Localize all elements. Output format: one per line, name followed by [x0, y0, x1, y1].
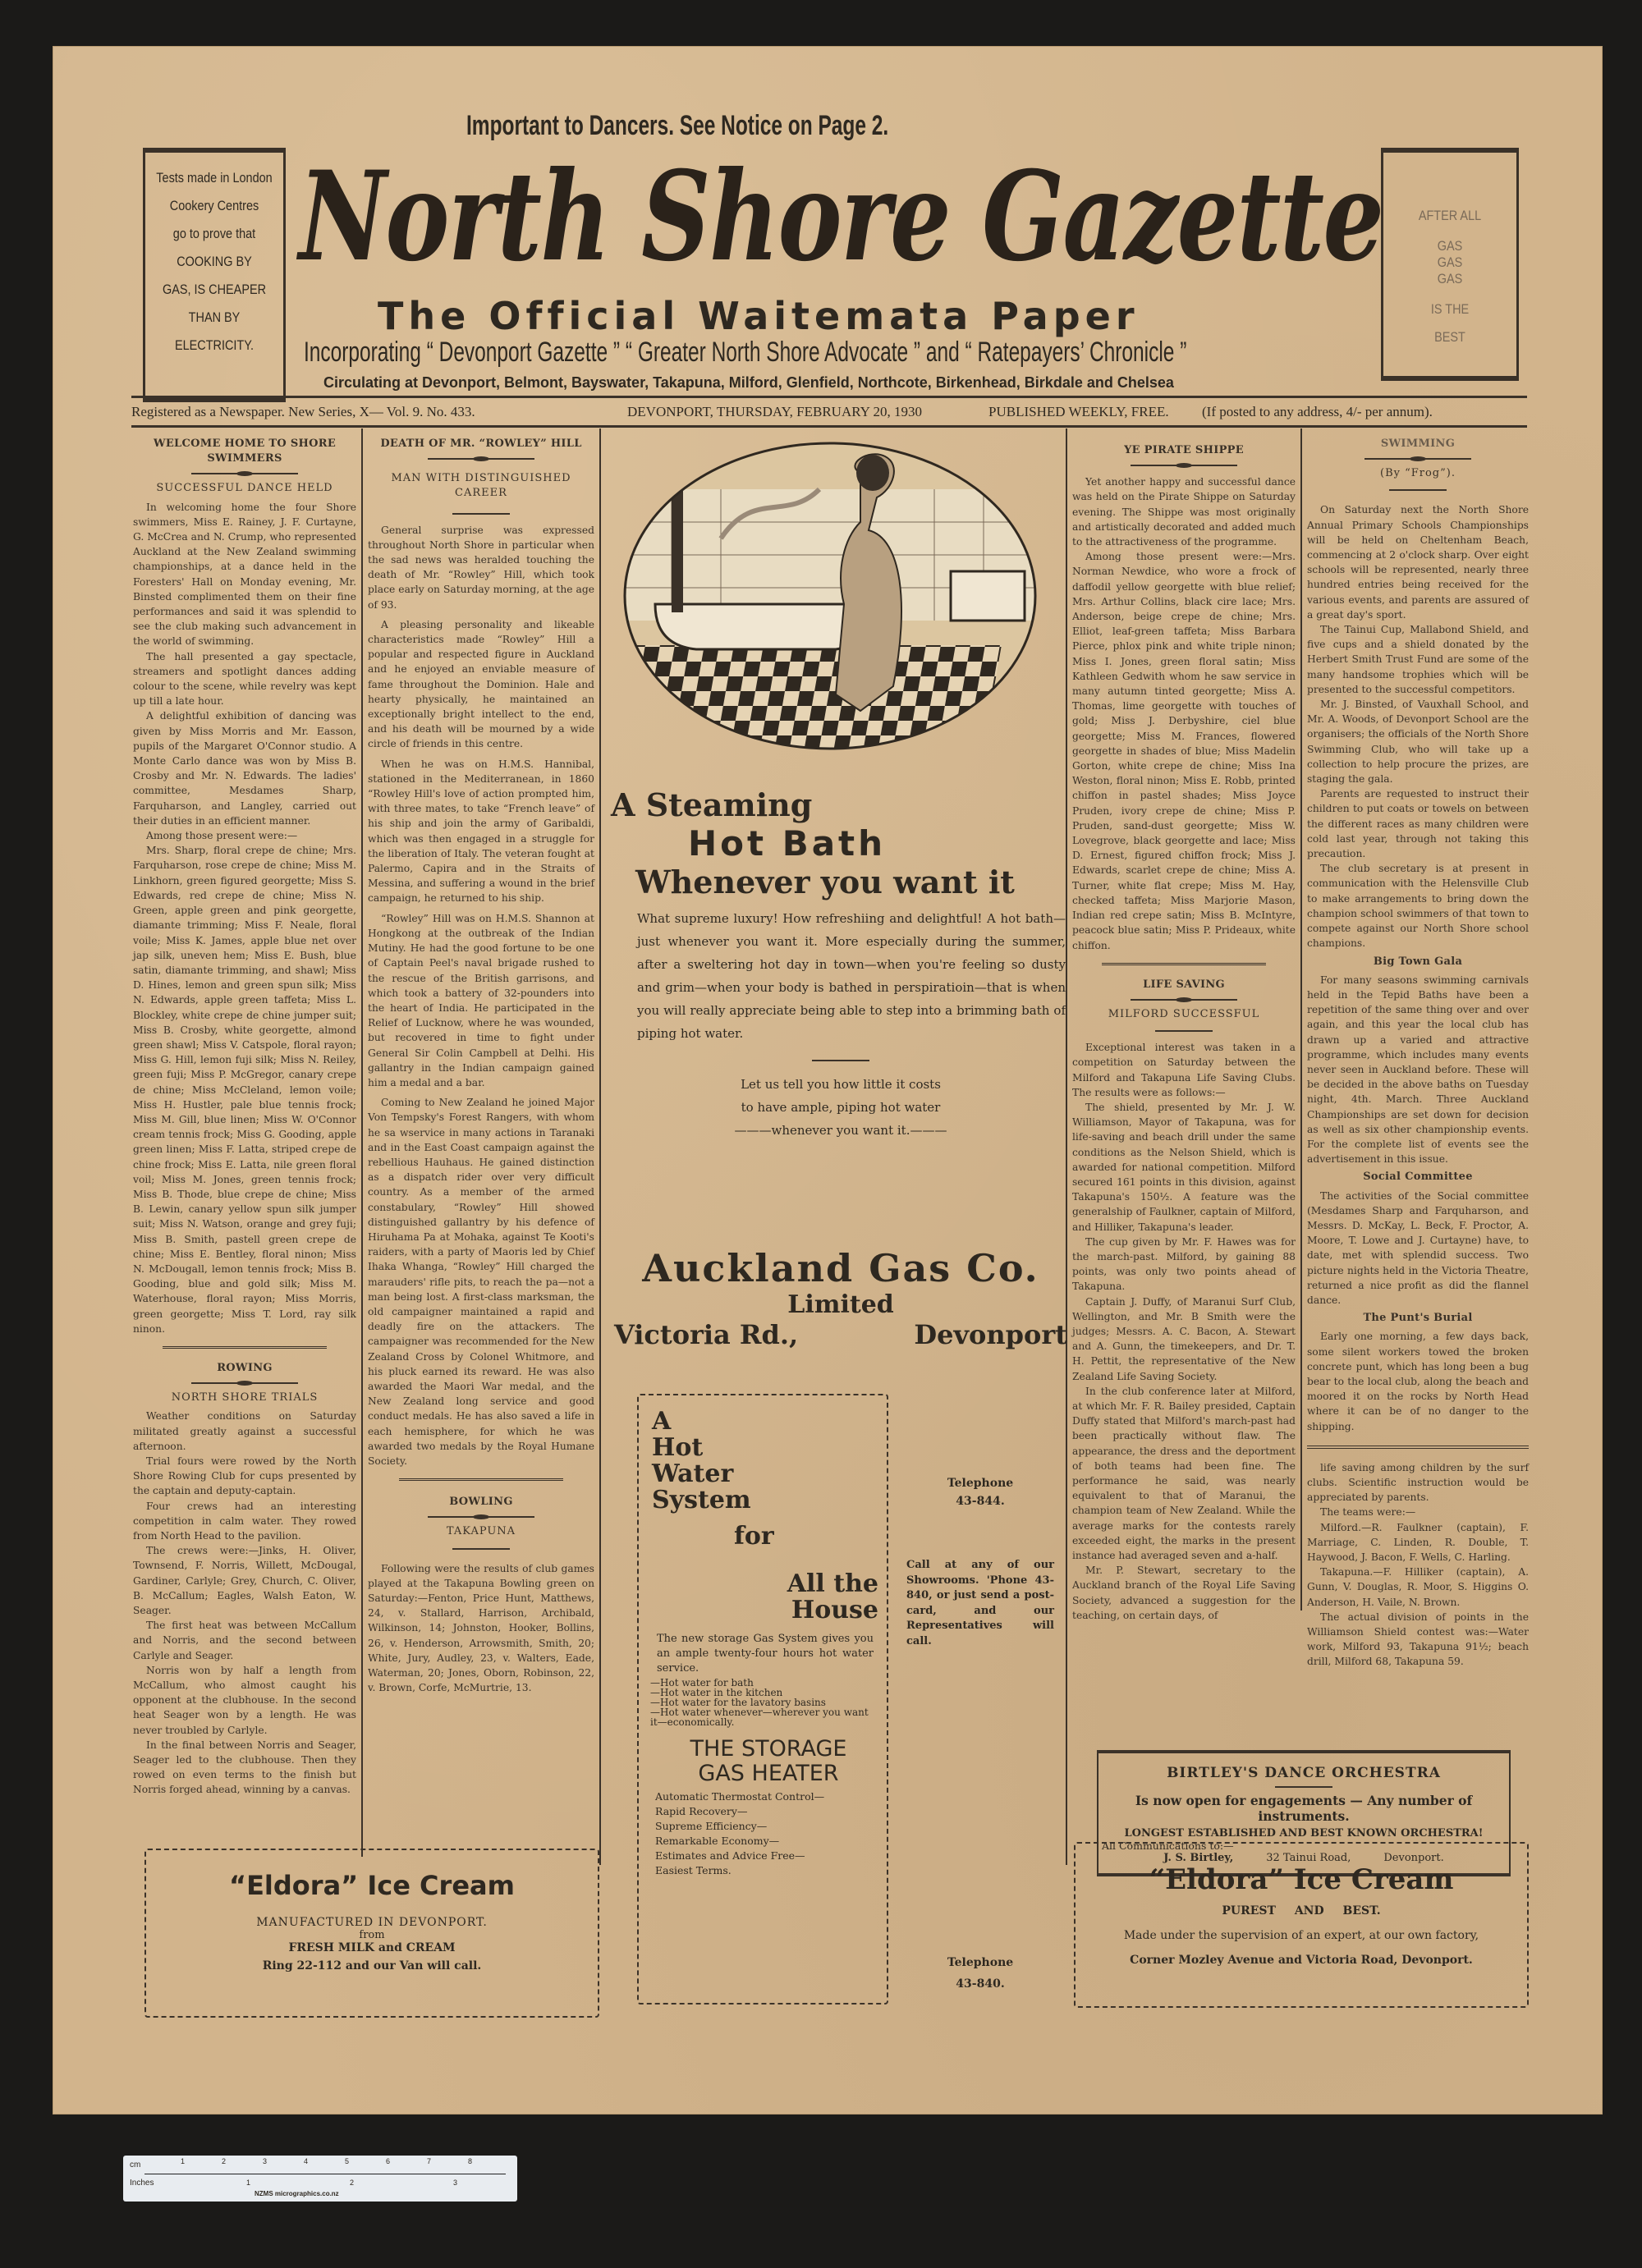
paragraph: Following were the results of club games played at the Takapuna Bowling green on Saturday:—Fenton, Price Hunt, Matthews, 24, v. Stallard, Harrison, Archibald, Wilkinson, 14; Johnston, Hooker, Bollins, 26, v. Henderson, Arrowsmith, Smith, 20; White, Jury, Audley, 23, v. Walters, Eade, Waterman, 20; Jones, Oborn, Robinson, 22, v. Brown, Corfe, McMurtrie, 13.: [368, 1562, 594, 1694]
heater-title-line: GAS HEATER: [698, 1761, 839, 1786]
list-item: —Hot water in the kitchen: [650, 1687, 783, 1698]
ornament-divider: [1131, 999, 1237, 1001]
box-line: GAS: [1437, 271, 1463, 286]
short-divider: [1275, 1786, 1332, 1788]
newspaper-page: [53, 46, 1603, 2115]
short-divider: [812, 1060, 869, 1061]
box-title: [639, 1395, 887, 1624]
box-line: ELECTRICITY.: [174, 337, 255, 353]
ruler-inch-label: Inches: [130, 2179, 154, 2188]
orchestra-line-2: LONGEST ESTABLISHED AND BEST KNOWN ORCHESTRA!: [1124, 1827, 1484, 1840]
eldora-line-3: FRESH MILK and CREAM: [288, 1941, 456, 1954]
headline-rowing: ROWING: [217, 1361, 273, 1374]
heater-features: [639, 1786, 887, 1878]
headline-life-saving: LIFE SAVING: [1143, 978, 1225, 991]
registration-text: Registered as a Newspaper. New Series, X— Vol. 9. No. 433.: [131, 404, 475, 419]
paragraph: The hall presented a gay spectacle, streamers and spotlight dances adding colour to the scene, while revelry was kept up till a late hour.: [133, 650, 356, 708]
feature-item: Remarkable Economy—: [655, 1835, 780, 1847]
call-showrooms-text: Call at any of our Showrooms. 'Phone 43-840, or just send a post-card, and our Representatives will call.: [906, 1559, 1054, 1647]
paragraph: General surprise was expressed throughout North Shore in particular when the sad news was heralded touching the death of Mr. “Rowley” Hill, which took place early on Saturday morning, at the age of 93.: [368, 524, 594, 611]
section-divider: [399, 1478, 563, 1483]
company-address: [611, 1319, 1071, 1350]
column-rule: [1300, 428, 1302, 1611]
cta-line: Let us tell you how little it costs: [741, 1077, 941, 1092]
column-2: [368, 433, 594, 1695]
ruler-cm-label: cm: [130, 2160, 141, 2169]
column-5: [1307, 433, 1529, 1670]
paragraph: Exceptional interest was taken in a competition on Saturday between the Milford and Takapuna Life Saving Clubs. The results were as follows:—: [1072, 1042, 1296, 1098]
dancers-notice: Important to Dancers. See Notice on Page 2.: [466, 110, 889, 141]
inch-tick: 2: [350, 2179, 355, 2187]
ornament-divider: [428, 1516, 534, 1518]
paragraph: Weather conditions on Saturday militated greatly against a successful afternoon.: [133, 1410, 356, 1452]
eldora-title: “Eldora” Ice Cream: [1149, 1863, 1454, 1896]
contact-street: 32 Tainui Road,: [1266, 1852, 1351, 1864]
headline-swimming: SWIMMING: [1380, 438, 1456, 450]
list-item: —Hot water whenever—wherever you want it—economically.: [650, 1707, 869, 1728]
ornament-divider: [1131, 465, 1237, 466]
company-limited: Limited: [787, 1290, 894, 1319]
ruler-footer: NZMS micrographics.co.nz: [255, 2190, 339, 2197]
dateline-date: DEVONPORT, THURSDAY, FEBRUARY 20, 1930: [627, 404, 923, 419]
ad-body: What supreme luxury! How refreshiing and delightful! A hot bath—just whenever you want it. More especially during the summer, after a sweltering hot day in town—when you're feeling so dusty and grim—when your body is bathed in perspiratioin—that is when you will really appreciate being able to step into a brimming bath of piping hot water.: [637, 911, 1066, 1041]
section-title: Big Town Gala: [1373, 955, 1463, 968]
paragraph: Takapuna.—F. Hilliker (captain), A. Gunn, V. Douglas, R. Moor, S. Higgins O. Anderson, H. Vaile, N. Brown.: [1307, 1566, 1529, 1608]
paragraph: The actual division of points in the Williamson Shield contest was:—Water work, Milford 93, Takapuna 91½; beach drill, Milford 68, Takapuna 59.: [1307, 1611, 1529, 1668]
paragraph: A pleasing personality and likeable characteristics made “Rowley” Hill a popular and respected figure in Auckland and he enjoyed an enviable measure of fame throughout the Dominion. Hale and hearty physically, he maintained an exceptionally bright intellect to the end, and his death will be mourned by a wide circle of friends in this centre.: [368, 618, 594, 750]
ornament-divider: [1365, 458, 1471, 460]
box-line: COOKING BY: [177, 254, 252, 269]
short-divider: [452, 513, 510, 515]
paragraph: Among those present were:—: [146, 830, 298, 842]
paragraph: Early one morning, a few days back, some silent workers towed the broken concrete punt, which has long been a bug bear to the local club, along the beach and moored it on the rocks by North Head where it can be of no danger to the shipping.: [1307, 1331, 1529, 1432]
address-town: Devonport: [914, 1319, 1067, 1350]
paragraph: Coming to New Zealand he joined Major Von Tempsky's Forest Rangers, with whom he sa wservice in many actions in Taranaki and in the East Coast campaign against the rebellious Hauhaus. He gained distinction as a dispatch rider over very difficult country. As a member of the armed constabulary, “Rowley” Hill showed distinguished gallantry by his defence of Hiruhama Pa at Mohaka, against Te Kooti's raiders, with a party of Maoris led by Chief Ihaka Whanga, “Rowley” Hill charged the marauders' rifle pits, to reach the pa—not a man being lost. A first-class marksman, the old campaigner maintained a rapid and deadly fire on the attackers. The campaigner was recommended for the New Zealand Cross by Colonel Whitmore, and his pluck earned its reward. He was also awarded the Maori War medal, and the New Zealand long service and good conduct medals. He has also saved a life in each hemisphere, for which he was awarded two medals by the Royal Humane Society.: [368, 1097, 594, 1467]
cm-tick: 3: [263, 2157, 268, 2165]
box-line: Cookery Centres: [169, 198, 259, 213]
column-4: [1072, 433, 1296, 1623]
hot-water-system-box: [637, 1394, 888, 2005]
telephone-number: 43-844.: [956, 1495, 1005, 1508]
paragraph: In the final between Norris and Seager, Seager led to the clubhouse. Then they rowed on even terms to the finish but Norris forged ahead, winning by a canvas.: [133, 1739, 356, 1796]
box-line: GAS: [1437, 238, 1463, 254]
paragraph: Mrs. Sharp, floral crepe de chine; Mrs. Farquharson, rose crepe de chine; Miss M. Linkhorn, green figured georgette; Miss S. Edwards, red crepe de chine; Miss N. Green, apple green and pink georgette, diamante trimming; Miss F. Neale, floral voile; Miss K. James, apple blue net over jap silk, uneven hem; Miss E. Bush, blue satin, diamante trimming, and shawl; Miss D. Hines, lemon and green spun silk; Miss N. Edwards, apple green taffeta; Miss L. Blockley, white crepe de chine jumper suit; Miss B. Crosby, white georgette, almond green shawl; Miss V. Catspole, floral rayon; Miss G. Hill, lemon fuji silk; Miss N. Reiley, green fuji; Miss P. McGregor, canary crepe de chine; Miss McCleland, lemon voile; Miss H. Hustler, pale blue tennis frock; Miss M. Gill, blue linen; Miss W. O'Connor cream tennis frock; Miss G. Gooding, apple green linen; Miss F. Latta, striped crepe de chine frock; Miss E. Latta, nile green floral voil; Miss M. Jones, green tennis frock; Miss B. Thode, blue crepe de chine; Miss B. Lewin, canary yellow spun silk jumper suit; Miss N. Watson, orange and grey fuji; Miss B. Smith, pastell green crepe de chine; Miss E. Bentley, floral ninon; Miss N. McDougall, lemon tennis frock; Miss B. Gooding, blue and gold silk; Miss M. Waterhouse, floral rayon; Miss Morris, green georgette; Miss T. Lord, ray silk ninon.: [133, 845, 356, 1335]
ad-cta: [611, 1073, 1071, 1142]
official-paper-tagline: The Official Waitemata Paper: [378, 294, 1140, 338]
title-line: Water: [652, 1459, 734, 1488]
telephone-43-844: [923, 1474, 1038, 1510]
gas-is-best-box: [1381, 148, 1519, 381]
ornament-divider: [191, 473, 298, 474]
orchestra-line-3: All Communications to:—: [1102, 1840, 1234, 1852]
cm-tick: 7: [427, 2157, 432, 2165]
cm-tick: 8: [468, 2157, 473, 2165]
section-title: Social Committee: [1363, 1171, 1473, 1184]
title-line: for: [734, 1522, 774, 1551]
cooking-gas-box: [143, 148, 286, 402]
cta-line: ———whenever you want it.———: [734, 1123, 947, 1138]
contact-town: Devonport.: [1383, 1852, 1444, 1864]
cm-tick: 5: [345, 2157, 350, 2165]
paragraph: The teams were:—: [1320, 1506, 1416, 1519]
cm-tick: 1: [181, 2157, 186, 2165]
headline-rowley-hill: DEATH OF MR. “ROWLEY” HILL: [380, 438, 582, 450]
title-line: A: [652, 1407, 672, 1436]
masthead-rule: [131, 396, 1527, 398]
feature-item: Rapid Recovery—: [655, 1805, 748, 1817]
subhead-rowing: NORTH SHORE TRIALS: [171, 1391, 319, 1404]
company-name: Auckland Gas Co.: [642, 1246, 1039, 1290]
postage-note: (If posted to any address, 4/- per annum).: [1202, 404, 1433, 419]
subhead-bowling: TAKAPUNA: [446, 1525, 516, 1538]
section-divider: [163, 1346, 327, 1351]
title-line: All the: [787, 1569, 878, 1598]
scale-ruler: [123, 2156, 517, 2202]
feature-item: Easiest Terms.: [655, 1864, 732, 1876]
box-list: [639, 1676, 887, 1727]
paragraph: Trial fours were rowed by the North Shore Rowing Club for cups presented by the captain and deputy-captain.: [133, 1455, 356, 1497]
column-rule: [1066, 428, 1067, 1865]
inch-tick: 3: [453, 2179, 458, 2187]
paragraph: The shield, presented by Mr. J. W. Williamson, Mayor of Takapuna, was for life-saving and beach drill under the same conditions as the Nelson Shield, which is awarded for national competition. Milford secured 161 points in this division, against Takapuna's 150½. A feature was the generalship of Faulkner, captain of Milford, and Hilliker, Takapuna's leader.: [1072, 1101, 1296, 1233]
ornament-divider: [191, 1382, 298, 1384]
headline-welcome: WELCOME HOME TO SHORE SWIMMERS: [153, 438, 337, 465]
feature-item: Automatic Thermostat Control—: [655, 1790, 825, 1803]
auckland-gas-co-ad: [611, 1246, 1071, 1350]
dateline-rule: [131, 425, 1527, 428]
hot-bath-ad: [611, 786, 1071, 1142]
telephone-43-840: [923, 1952, 1038, 1995]
title-line: House: [791, 1596, 878, 1624]
paragraph: The crews were:—Jinks, H. Oliver, Townsend, F. Norris, Willett, McDougal, Gardiner, Carlyle; Grey, Church, C. Oliver, B. McCallum; Eagles, Walsh Eaton, W. Seager.: [133, 1545, 356, 1617]
eldora-line-4: Ring 22-112 and our Van will call.: [262, 1959, 482, 1972]
orchestra-title: BIRTLEY'S DANCE ORCHESTRA: [1167, 1765, 1441, 1781]
paragraph: Mr. J. Binsted, of Vauxhall School, and Mr. A. Woods, of Devonport School are the organisers; the officials of the North Shore Swimming Club, who will take up a collection to help procure the prizes, are staging the gala.: [1307, 699, 1529, 786]
cta-line: to have ample, piping hot water: [741, 1100, 941, 1115]
box-line: THAN BY: [188, 309, 241, 325]
paragraph: For many seasons swimming carnivals held in the Tepid Baths have been a repetition of the same thing over and over again, and this year the local club has drawn up a varied and attractive programme, which includes many events never seen in Auckland before. These will be decided in the above baths on Tuesday night, 4th. March. Three Auckland Championships are set down for decision as well as six other championship events. For the complete list of events see the advertisement in this issue.: [1307, 974, 1529, 1166]
box-line: BEST: [1434, 329, 1465, 345]
short-divider: [452, 1548, 510, 1550]
paragraph: Among those present were:—Mrs. Norman Newdice, who wore a frock of daffodil yellow georgette with blue relief; Mrs. Arthur Collins, black cire lace; Mrs. Anderson, beige crepe de chine; Mrs. Elliot, leaf-green taffeta; Miss Barbara Pierce, phlox pink and white triple ninon; Miss I. Jones, green floral satin; Miss Kathleen Gedwith whom he saw service in many autumn tinted georgette; Miss A. Thomas, lime georgette with touches of gold; Miss J. Derbyshire, ciel blue georgette; Miss M. Frances, flowered georgette in shades of blue; Miss Madelin Gorton, white crepe de chine; Miss Ina Weston, floral ninon; Miss E. Robb, printed chiffon in pastel shades; Miss Joyce Pruden, ivory crepe de chine; Miss P. Pruden, sand-dust georgette; Miss W. Lovegrove, black georgette and lace; Miss D. Ernest, figured chiffon frock; Miss J. Edwards, scarlet crepe de chine; Miss A. Turner, white flat crepe; Miss M. Hay, checked taffeta; Miss Marjorie Mason, Indian red crepe satin; Miss B. McIntyre, peacock blue satin; Miss P. Prideaux, white chiffon.: [1072, 551, 1296, 951]
cm-tick: 2: [222, 2157, 227, 2165]
paragraph: The first heat was between McCallum and Norris, and the second between Carlyle and Seager.: [133, 1620, 356, 1661]
headline-bowling: BOWLING: [449, 1496, 513, 1509]
eldora-line-3: Corner Mozley Avenue and Victoria Road, Devonport.: [1130, 1954, 1473, 1967]
telephone-label: Telephone: [947, 1956, 1014, 1969]
ornament-divider: [428, 458, 534, 460]
subhead-life-saving: MILFORD SUCCESSFUL: [1108, 1007, 1260, 1020]
heater-title-line: THE STORAGE: [690, 1736, 847, 1762]
paragraph: Mr. P. Stewart, secretary to the Auckland branch of the Royal Life Saving Society, advanced a suggestion for the teaching, on certain days, of: [1072, 1565, 1296, 1621]
section-title: The Punt's Burial: [1363, 1312, 1473, 1325]
orchestra-line-1: Is now open for engagements — Any number of instruments.: [1135, 1793, 1473, 1824]
eldora-line-2: Made under the supervision of an expert, at our own factory,: [1123, 1929, 1479, 1942]
paragraph: Milford.—R. Faulkner (captain), F. Marriage, C. Linden, R. Double, T. Haywood, J. Bacon, F. Wells, C. Harling.: [1307, 1521, 1529, 1564]
paragraph: Yet another happy and successful dance was held on the Pirate Shippe on Saturday evening. The Shippe was most originally and artistically decorated and added much to the attractiveness of the programme.: [1072, 476, 1296, 548]
paragraph: life saving among children by the surf clubs. Scientific instruction would be appreciated by parents.: [1307, 1461, 1529, 1504]
list-item: —Hot water for bath: [650, 1677, 754, 1688]
box-line: GAS, IS CHEAPER: [162, 282, 267, 297]
paragraph: In the club conference later at Milford, at which Mr. F. R. Bailey presided, Captain Duffy stated that Milford's march-past had been practically without flaw. The appearance, the dress and the deportment of both teams had been fine. The performance he said, was nearly equivalent to that of Maranui, the champion team of New Zealand. While the average marks for the contests rarely exceeded eight, the marks in the present instance had averaged seven and a-half.: [1072, 1385, 1296, 1562]
paragraph: A delightful exhibition of dancing was given by Miss Morris and Mr. Easson, pupils of the Margaret O'Connor studio. A Monte Carlo dance was won by Miss B. Crosby and Mr. N. Edwards. The ladies' committee, Mesdames Sharp, Farquharson, and Langley, carried out their duties in an efficient manner.: [133, 710, 356, 827]
column-1: [133, 433, 356, 1798]
paragraph: “Rowley” Hill was on H.M.S. Shannon at Hongkong at the outbreak of the Indian Mutiny. He had the good fortune to be one of Captain Peel's naval brigade rushed to the rescue of the British garrisons, and which took a battery of 32-pounders into the heart of India. He participated in the Relief of Lucknow, where he was wounded, but recovered in time to fight under General Sir Colin Campbell at Delhi. His gallantry in the Indian campaign gained him a medal and a bar.: [368, 912, 594, 1088]
box-body: The new storage Gas System gives you an ample twenty-four hours hot water service.: [657, 1633, 874, 1675]
column-rule: [599, 428, 601, 1865]
cm-tick: 4: [304, 2157, 309, 2165]
incorporating-line: Incorporating “ Devonport Gazette ” “ Greater North Shore Advocate ” and “ Ratepayers’ Chronicle ”: [304, 337, 1187, 368]
box-line: GAS: [1437, 254, 1463, 270]
published-weekly: PUBLISHED WEEKLY, FREE.: [988, 404, 1169, 419]
paragraph: The Tainui Cup, Mallabond Shield, and five cups and a shield donated by the Herbert Smith Trust Fund are some of the many handsome trophies which will be presented to the successful competitors.: [1307, 624, 1529, 695]
subhead-welcome: SUCCESSFUL DANCE HELD: [156, 482, 333, 495]
paragraph: Four crews had an interesting competition in calm water. They rowed from North Head to the pavilion.: [133, 1500, 356, 1542]
ad-headline-2: Hot Bath: [688, 823, 887, 864]
short-divider: [1389, 489, 1447, 491]
section-divider: [1307, 1446, 1529, 1449]
woman-drawing-bath-illustration: [622, 440, 1038, 752]
eldora-ice-cream-ad-left: [144, 1849, 599, 2018]
ad-headline-3: Whenever you want it: [635, 864, 1015, 900]
eldora-ice-cream-ad-right: [1074, 1842, 1529, 2008]
paragraph: Norris won by half a length from McCallum, who almost caught his opponent at the clubhouse. In the second heat Seager won by a length. He was never troubled by Carlyle.: [133, 1664, 356, 1736]
telephone-number: 43-840.: [956, 1977, 1005, 1991]
inch-tick: 1: [246, 2179, 251, 2187]
paragraph: On Saturday next the North Shore Annual Primary Schools Championships will be held on Cheltenham Beach, commencing at 2 o'clock sharp. Over eight schools will be represented, nearly three hundred entries being received for the various events, and parents are assured of a great day's sport.: [1307, 504, 1529, 621]
paragraph: When he was on H.M.S. Hannibal, stationed in the Mediterranean, in 1860 “Rowley Hill's love of action prompted him, with three mates, to take “French leave” of his ship and join the army of Garibaldi, which was then engaged in a struggle for the liberation of Italy. The veteran fought at Palermo, Capira and in the Straits of Messina, and suffering a wound in the brief campaign, he returned to his ship.: [368, 758, 594, 905]
circulating-line: Circulating at Devonport, Belmont, Bayswater, Takapuna, Milford, Glenfield, Northcote, Birkenhead, Birkdale and Chelsea: [323, 374, 1174, 391]
eldora-line-2: from: [359, 1929, 385, 1941]
contact-name: J. S. Birtley,: [1163, 1852, 1234, 1864]
heater-title: [639, 1727, 887, 1786]
box-line: IS THE: [1430, 301, 1470, 317]
swimming-byline: (By “Frog”).: [1380, 467, 1456, 480]
masthead-title: North Shore Gazette: [299, 144, 1383, 289]
box-line: go to prove that: [172, 226, 256, 241]
address-street: Victoria Rd.,: [614, 1319, 799, 1350]
paragraph: The activities of the Social committee (Mesdames Sharp and Farquharson, and Messrs. D. McKay, L. Beck, F. Proctor, A. Moore, T. Lowe and J. Curtayne) have, to date, met with splendid success. Two picture nights held in the Victoria Theatre, returned a nice profit as did the flannel dance.: [1307, 1189, 1529, 1306]
short-divider: [1155, 1030, 1213, 1032]
title-line: System: [652, 1486, 751, 1514]
cm-tick: 6: [386, 2157, 391, 2165]
ad-headline-1: A Steaming: [611, 786, 813, 823]
paragraph: In welcoming home the four Shore swimmers, Miss E. Rainey, J. F. Curtayne, G. McCrea and N. Crump, who represented Auckland at the New Zealand swimming championships, at a dance held in the Foresters' Hall on Monday evening, Mr. Binsted complimented them on their fine performances and said it was splendid to see the club making such advancement in the world of swimming.: [133, 501, 356, 648]
eldora-line-1: PUREST AND BEST.: [1222, 1904, 1381, 1917]
eldora-title: “Eldora” Ice Cream: [229, 1870, 515, 1901]
box-line: Tests made in London: [156, 170, 273, 186]
feature-item: Supreme Efficiency—: [655, 1820, 768, 1832]
headline-pirate-shippe: YE PIRATE SHIPPE: [1124, 444, 1244, 456]
paragraph: The club secretary is at present in communication with the Helensville Club to make arrangements to bring down the champion school swimmers of that town to compete against our North Shore school champions.: [1307, 863, 1529, 950]
list-item: —Hot water for the lavatory basins: [650, 1697, 826, 1708]
feature-item: Estimates and Advice Free—: [655, 1849, 805, 1862]
paragraph: Parents are requested to instruct their children to put coats or towels on between the different races as many children were cold last year, through not taking this precaution.: [1307, 788, 1529, 860]
telephone-label: Telephone: [947, 1477, 1014, 1490]
column-rule: [361, 428, 363, 1857]
section-divider: [1102, 963, 1266, 968]
paragraph: The cup given by Mr. F. Hawes was for the march-past. Milford, by gaining 88 points, was only two points ahead of Takapuna.: [1072, 1235, 1296, 1293]
title-line: Hot: [652, 1433, 704, 1462]
box-line: AFTER ALL: [1418, 208, 1482, 223]
eldora-line-1: MANUFACTURED IN DEVONPORT.: [256, 1916, 488, 1929]
subhead-rowley-hill: MAN WITH DISTINGUISHED CAREER: [391, 472, 571, 500]
paragraph: Captain J. Duffy, of Maranui Surf Club, Wellington, and Mr. B Smith were the judges; Messrs. A. C. Bacon, A. Stewart and A. Gunn, the timekeepers, and Dr. T. H. Pettit, the representative of the New Zealand Life Saving Society.: [1072, 1295, 1296, 1382]
